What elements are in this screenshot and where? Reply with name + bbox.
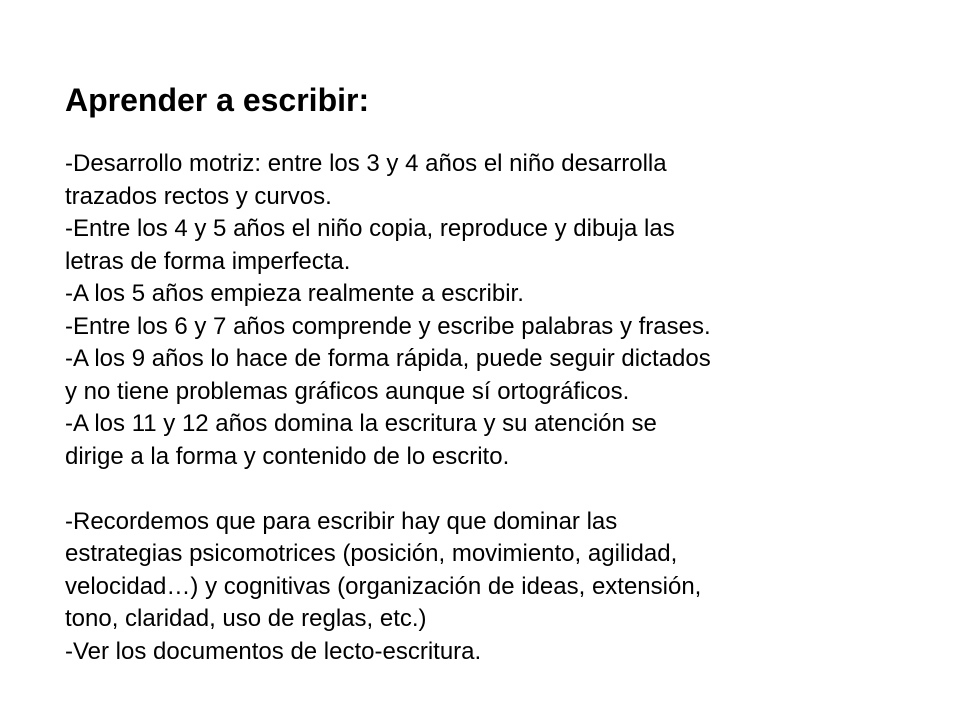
text-line: -A los 5 años empieza realmente a escribir. xyxy=(65,280,524,307)
text-line: y no tiene problemas gráficos aunque sí ortográficos. xyxy=(65,377,630,405)
slide-content xyxy=(65,78,895,668)
text-line: letras de forma imperfecta. xyxy=(65,247,351,275)
slide-title: Aprender a escribir: xyxy=(65,82,370,118)
text-line: -Recordemos que para escribir hay que dominar las xyxy=(65,507,618,535)
paragraph-gap xyxy=(65,473,895,506)
text-block-2 xyxy=(65,506,895,669)
text-line: -Ver los documentos de lecto-escritura. xyxy=(65,637,482,665)
text-line: -A los 9 años lo hace de forma rápida, puede seguir dictados xyxy=(65,345,711,372)
text-line: -Entre los 4 y 5 años el niño copia, reproduce y dibuja las xyxy=(65,215,675,242)
text-line: -A los 11 y 12 años domina la escritura y su atención se xyxy=(65,410,657,437)
text-line: tono, claridad, uso de reglas, etc.) xyxy=(65,605,427,632)
text-block-1 xyxy=(65,148,895,473)
text-line: -Entre los 6 y 7 años comprende y escribe palabras y frases. xyxy=(65,312,711,340)
text-line: trazados rectos y curvos. xyxy=(65,182,332,210)
text-line: -Desarrollo motriz: entre los 3 y 4 años el niño desarrolla xyxy=(65,150,667,177)
text-line: dirige a la forma y contenido de lo escrito. xyxy=(65,442,510,470)
text-line: velocidad…) y cognitivas (organización de ideas, extensión, xyxy=(65,572,702,600)
text-line: estrategias psicomotrices (posición, movimiento, agilidad, xyxy=(65,540,678,567)
